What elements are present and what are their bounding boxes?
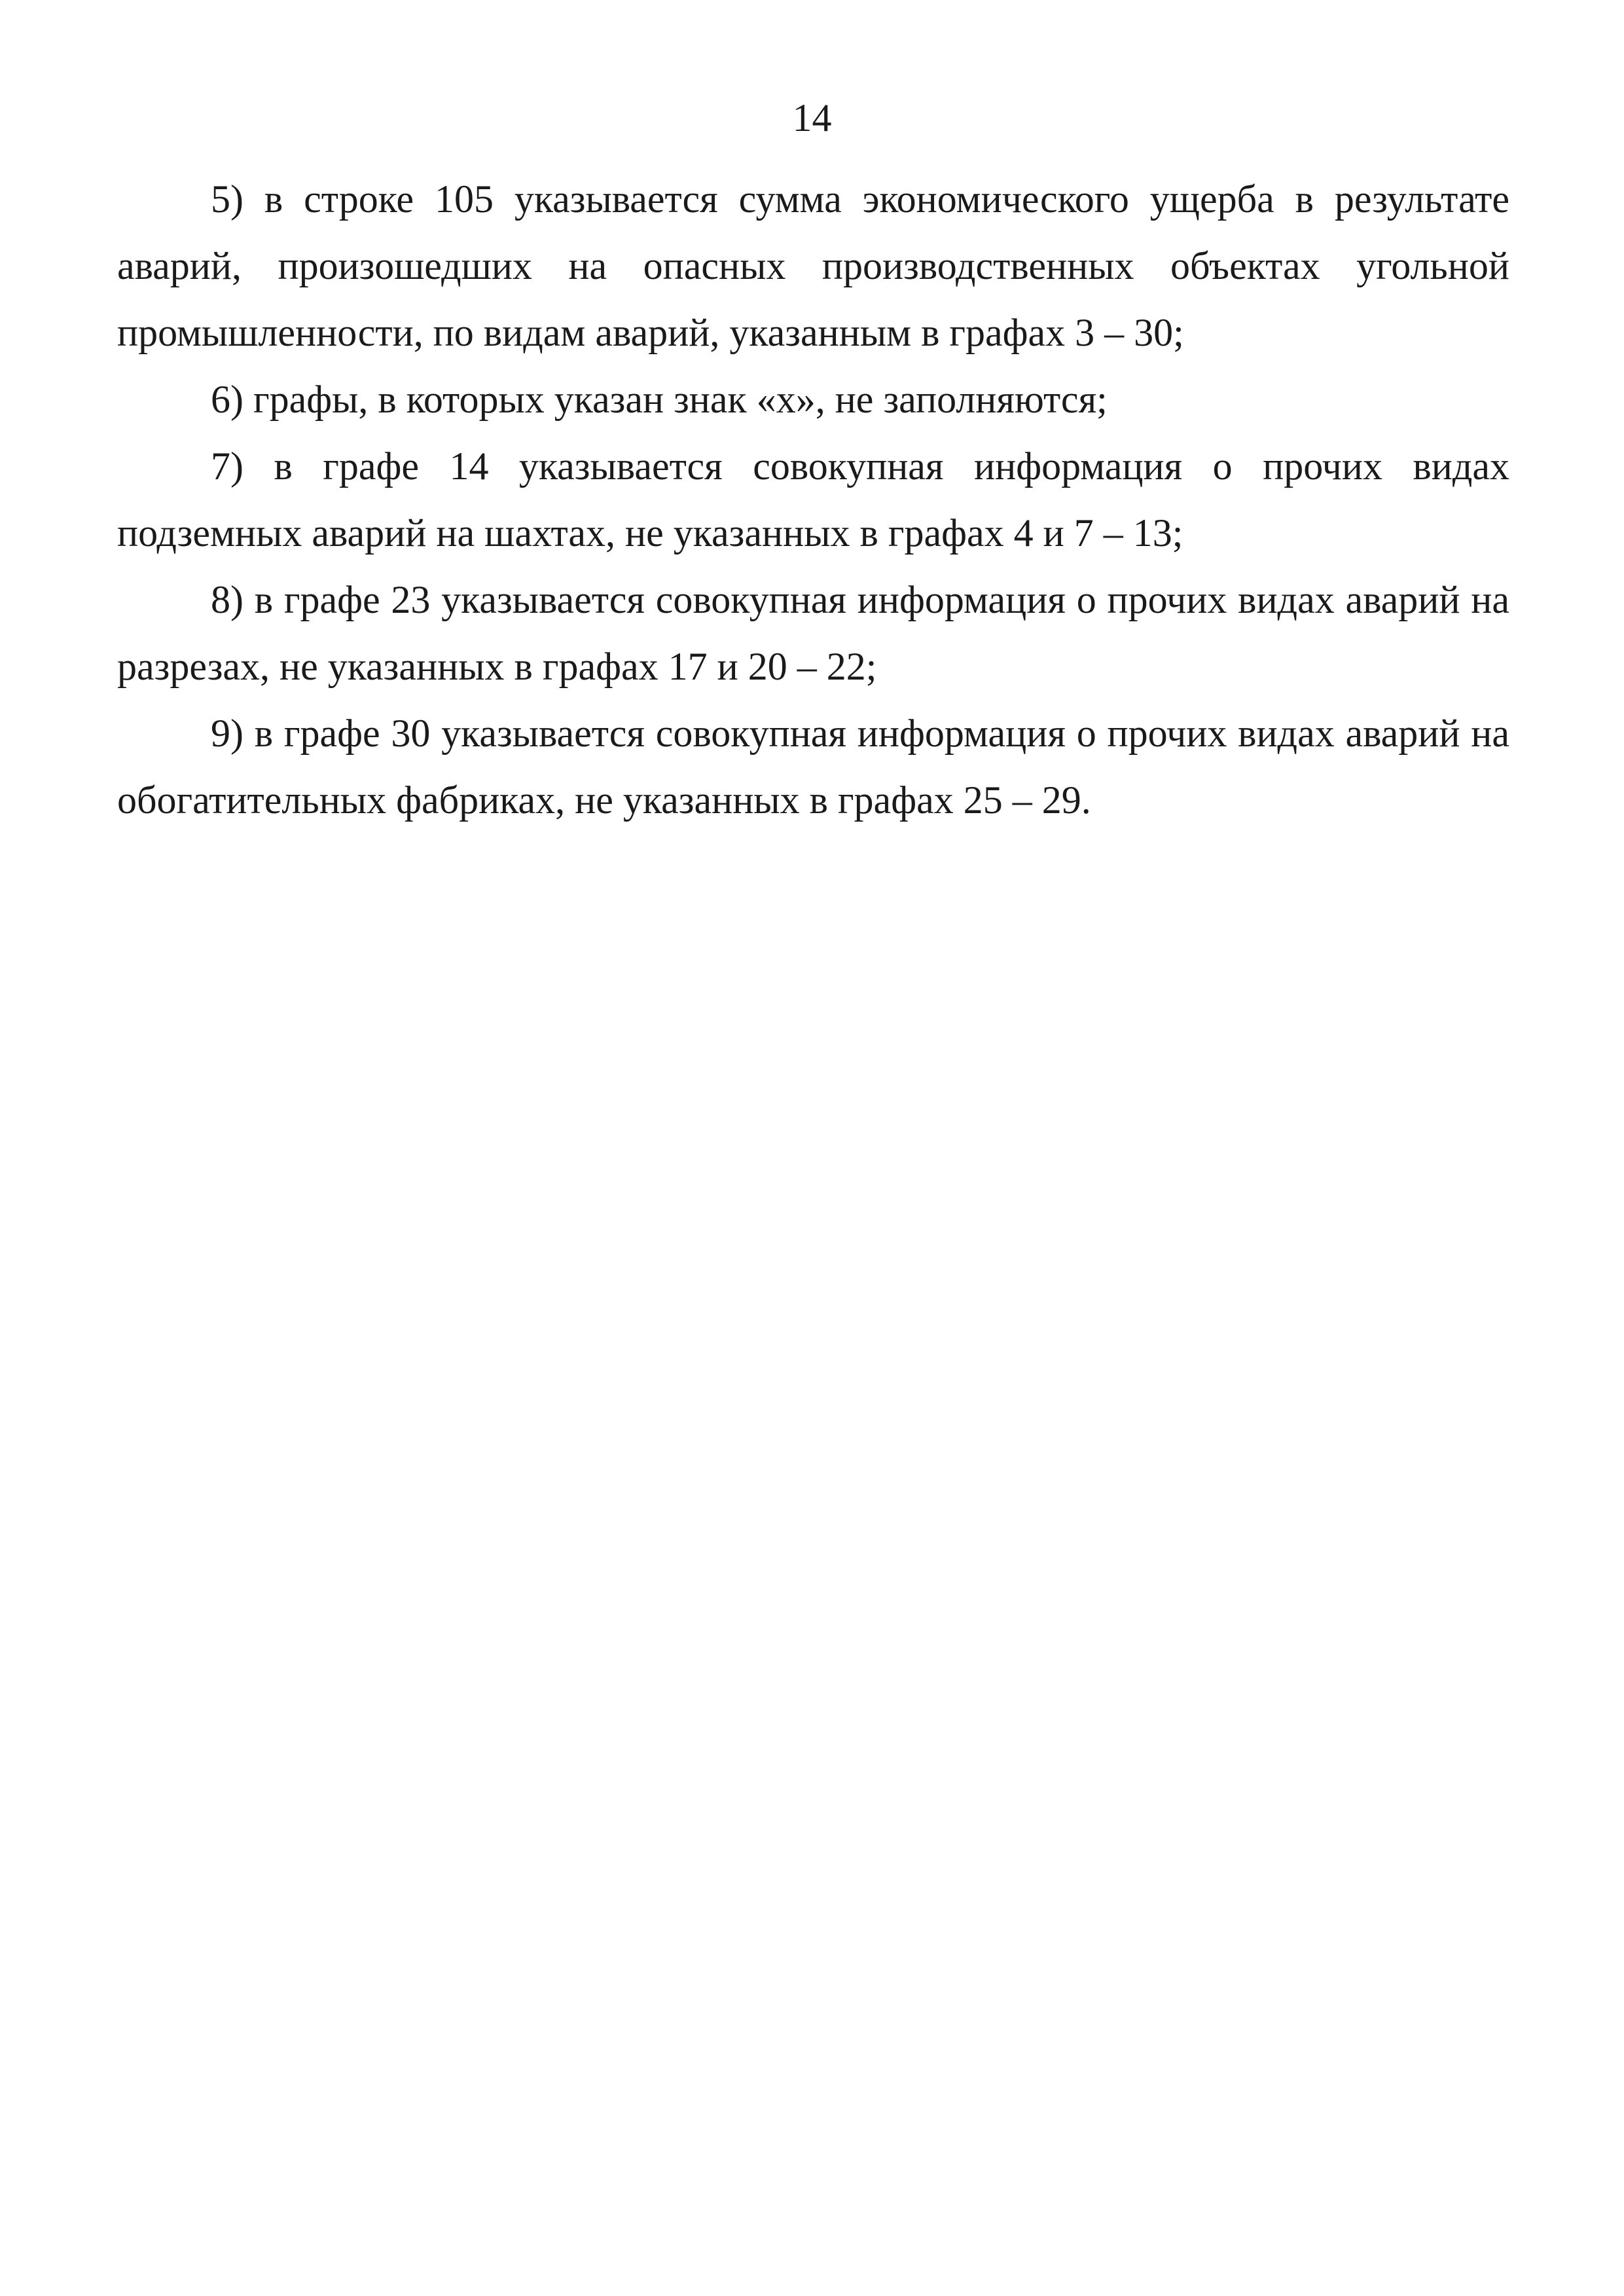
document-body — [117, 166, 1509, 833]
paragraph-item-7: 7) в графе 14 указывается совокупная информация о прочих видах подземных аварий на шахтах, не указанных в графах 4 и 7 – 13; — [117, 445, 1509, 555]
paragraph-item-9: 9) в графе 30 указывается совокупная информация о прочих видах аварий на обогатительных фабриках, не указанных в графах 25 – 29. — [117, 712, 1509, 822]
paragraph-item-8: 8) в графе 23 указывается совокупная информация о прочих видах аварий на разрезах, не указанных в графах 17 и 20 – 22; — [117, 578, 1509, 688]
page-number: 14 — [792, 96, 832, 139]
paragraph-item-5: 5) в строке 105 указывается сумма экономического ущерба в результате аварий, произошедших на опасных производственных объектах угольной промышленности, по видам аварий, указанным в графах 3 – 30; — [117, 177, 1509, 354]
paragraph-item-6: 6) графы, в которых указан знак «х», не заполняются; — [211, 378, 1108, 421]
